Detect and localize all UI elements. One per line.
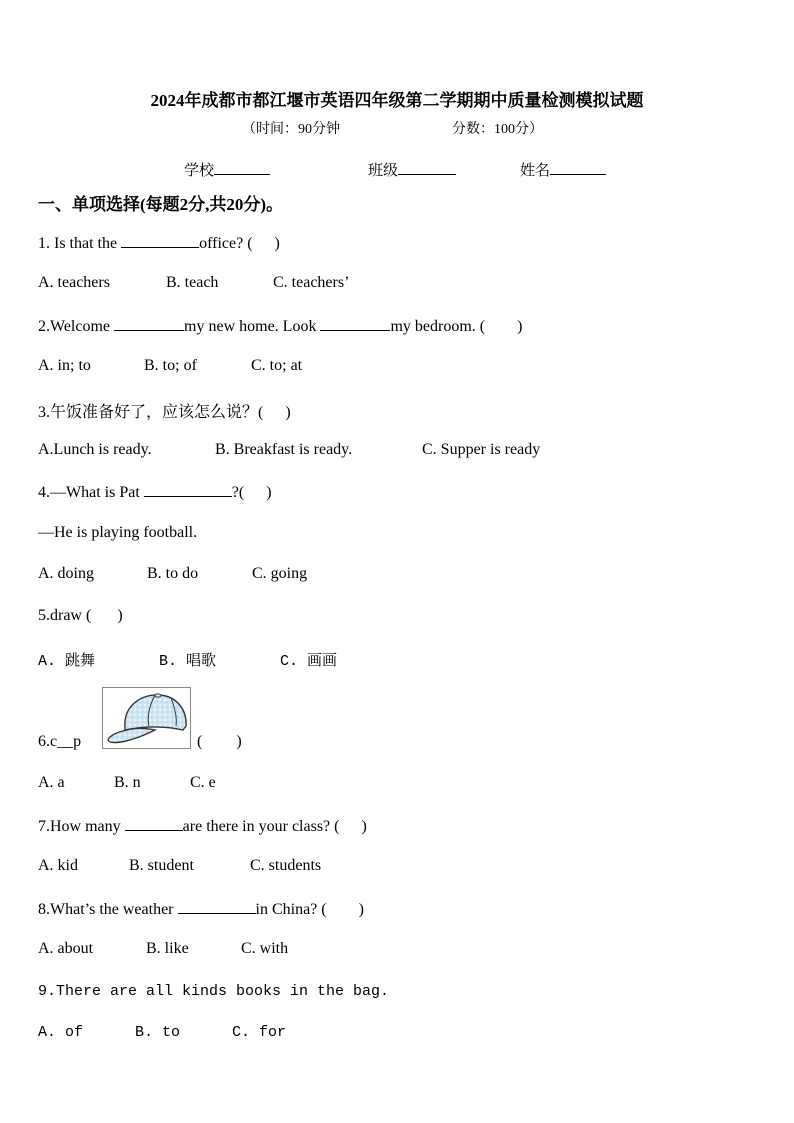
- q4-blank[interactable]: [144, 482, 232, 497]
- q3-text-a: 3.午饭准备好了，应该怎么说？(: [38, 404, 264, 421]
- section-title: 一、单项选择(每题2分,共20分)。: [38, 195, 284, 214]
- q5-option-b[interactable]: B. 唱歌: [159, 653, 217, 670]
- class-field[interactable]: [368, 159, 456, 180]
- q3-option-a[interactable]: A.Lunch is ready.: [38, 441, 152, 458]
- q1-options: [38, 274, 349, 292]
- q2-options: [38, 357, 302, 375]
- q4-text-c: ): [266, 484, 272, 501]
- q4-option-b[interactable]: B. to do: [147, 565, 199, 582]
- q8-option-c[interactable]: C. with: [241, 940, 289, 957]
- q4-text-a: 4.—What is Pat: [38, 484, 144, 501]
- q9-option-c[interactable]: C. for: [232, 1024, 287, 1041]
- q1-text-b: office? (: [199, 235, 253, 252]
- cap-icon: [103, 688, 190, 748]
- q8-text-c: ): [358, 901, 364, 918]
- q1-option-c[interactable]: C. teachers’: [273, 274, 350, 291]
- q9-options: [38, 1024, 286, 1041]
- question-2: [38, 316, 522, 336]
- question-1: [38, 233, 280, 253]
- q6-option-b[interactable]: B. n: [114, 774, 141, 791]
- cap-image: [102, 687, 191, 749]
- page-title: 2024年成都市都江堰市英语四年级第二学期期中质量检测模拟试题: [150, 91, 644, 110]
- school-label: 学校: [184, 163, 215, 179]
- q6-option-a[interactable]: A. a: [38, 774, 65, 791]
- q2-blank-2[interactable]: [320, 316, 390, 331]
- q4-options: [38, 565, 307, 583]
- q5-text-b: ): [117, 607, 123, 624]
- q2-text-d: ): [517, 318, 523, 335]
- class-label: 班级: [368, 163, 399, 179]
- question-6: 6.c__p: [38, 733, 82, 750]
- question-3: [38, 399, 291, 422]
- q1-option-a[interactable]: A. teachers: [38, 274, 110, 291]
- q6-text-b: (: [197, 733, 203, 750]
- q6-options: [38, 774, 216, 792]
- q1-text-c: ): [274, 235, 280, 252]
- question-6-paren: [197, 733, 242, 751]
- q6-text-c: ): [236, 733, 242, 750]
- name-label: 姓名: [520, 163, 551, 179]
- question-8: [38, 899, 364, 919]
- q8-text-b: in China? (: [255, 901, 327, 918]
- q8-options: [38, 940, 288, 958]
- q4-answer-line: —He is playing football.: [38, 524, 198, 541]
- q5-option-a[interactable]: A. 跳舞: [38, 653, 96, 670]
- q7-option-b[interactable]: B. student: [129, 857, 194, 874]
- q2-option-b[interactable]: B. to; of: [144, 357, 197, 374]
- q7-options: [38, 857, 321, 875]
- q2-option-c[interactable]: C. to; at: [251, 357, 303, 374]
- q3-options: [38, 441, 540, 459]
- q7-blank[interactable]: [125, 816, 183, 831]
- question-9: 9.There are all kinds books in the bag.: [38, 983, 390, 1000]
- q2-text-b: my new home. Look: [184, 318, 321, 335]
- q7-option-a[interactable]: A. kid: [38, 857, 78, 874]
- q2-text-a: 2.Welcome: [38, 318, 115, 335]
- q1-text-a: 1. Is that the: [38, 235, 122, 252]
- name-blank[interactable]: [550, 160, 606, 175]
- q7-text-c: ): [361, 818, 367, 835]
- q8-option-a[interactable]: A. about: [38, 940, 94, 957]
- q2-text-c: my bedroom. (: [390, 318, 486, 335]
- q8-blank[interactable]: [178, 899, 256, 914]
- q3-option-c[interactable]: C. Supper is ready: [422, 441, 541, 458]
- q2-blank-1[interactable]: [114, 316, 184, 331]
- question-5: [38, 607, 123, 625]
- q1-option-b[interactable]: B. teach: [166, 274, 219, 291]
- q9-option-a[interactable]: A. of: [38, 1024, 84, 1041]
- q6-option-c[interactable]: C. e: [190, 774, 216, 791]
- q3-option-b[interactable]: B. Breakfast is ready.: [215, 441, 353, 458]
- q9-option-b[interactable]: B. to: [135, 1024, 181, 1041]
- exam-score: 分数：100分）: [452, 122, 543, 137]
- q8-option-b[interactable]: B. like: [146, 940, 189, 957]
- q1-blank[interactable]: [121, 233, 199, 248]
- q4-option-a[interactable]: A. doing: [38, 565, 94, 582]
- q4-text-b: ?(: [231, 484, 245, 501]
- school-blank[interactable]: [214, 160, 270, 175]
- name-field[interactable]: [520, 159, 606, 180]
- q5-text-a: 5.draw (: [38, 607, 92, 624]
- q3-text-b: ): [285, 404, 291, 421]
- q4-option-c[interactable]: C. going: [252, 565, 308, 582]
- class-blank[interactable]: [398, 160, 456, 175]
- q2-option-a[interactable]: A. in; to: [38, 357, 91, 374]
- q7-text-a: 7.How many: [38, 818, 125, 835]
- q5-option-c[interactable]: C. 画画: [280, 653, 338, 670]
- q8-text-a: 8.What’s the weather: [38, 901, 178, 918]
- question-7: [38, 816, 367, 836]
- q5-options: [38, 649, 337, 670]
- exam-time: （时间：90分钟: [242, 122, 340, 137]
- school-field[interactable]: [184, 159, 270, 180]
- q7-option-c[interactable]: C. students: [250, 857, 322, 874]
- question-4: [38, 482, 272, 502]
- q7-text-b: are there in your class? (: [182, 818, 340, 835]
